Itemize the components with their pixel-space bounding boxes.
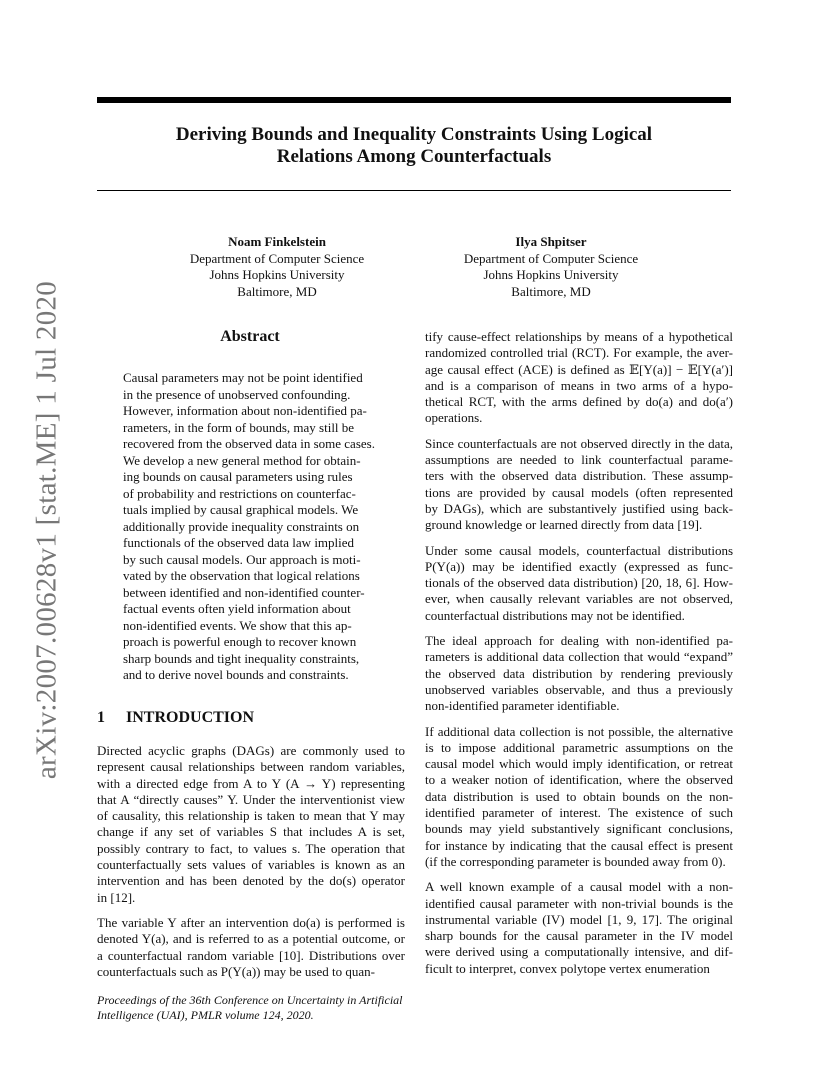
abstract-line: We develop a new general method for obtain- <box>123 452 361 468</box>
abstract-line: by such causal models. Our approach is moti- <box>123 551 361 567</box>
text-line: counterfactual distributions may not be identified. <box>425 607 685 623</box>
arxiv-stamp[interactable]: arXiv:2007.00628v1 [stat.ME] 1 Jul 2020 <box>30 280 63 780</box>
text-line: intervention and has been denoted by the do(s) operator <box>97 873 405 889</box>
abstract-line: between identified and non-identified counter- <box>123 584 365 600</box>
text-line: data distribution is used to obtain bounds on the non- <box>425 788 733 804</box>
text-line: The variable Y after an intervention do(a) is performed is <box>97 914 405 930</box>
text-line: operations. <box>425 410 483 426</box>
text-line: assumptions are needed to link counterfactual parame- <box>425 452 733 468</box>
text-line: P(Y(a)) may be identified exactly (expressed as func- <box>425 558 733 574</box>
text-line: were derived using a computationally intensive, and dif- <box>425 944 733 960</box>
author-dept: Department of Computer Science <box>463 250 639 266</box>
paragraph <box>425 329 733 427</box>
text-line: counterfactuals such as P(Y(a)) may be used to quan- <box>97 963 375 979</box>
abstract-line: vated by the observation that logical relations <box>123 568 360 583</box>
text-line: age causal effect (ACE) is defined as 𝔼[Y(a)] − 𝔼[Y(a′)] <box>425 361 733 377</box>
text-line: unobserved variables observable, and thus a previously <box>425 681 733 697</box>
paragraph <box>97 743 405 906</box>
text-line: A well known example of a causal model with a non- <box>425 879 733 895</box>
text-line: counterfactually sets values of variables is known as an <box>97 857 405 873</box>
author-city: Baltimore, MD <box>511 283 591 299</box>
text-line: If additional data collection is not possible, the alternative <box>425 723 733 739</box>
text-line: instrumental variable (IV) model [1, 9, 17]. The original <box>425 911 733 927</box>
left-column-text <box>97 743 405 989</box>
text-line: a counterfactual random variable [10]. Distributions over <box>97 947 405 963</box>
footnote-line-2: Intelligence (UAI), PMLR volume 124, 2020. <box>97 1008 314 1022</box>
abstract-line: additionally provide inequality constraints on <box>123 518 360 534</box>
text-line: ters with the observed data distribution. These assump- <box>425 468 733 484</box>
paragraph <box>425 436 733 534</box>
text-line: bounds may yield substantively significant conclusions, <box>425 821 733 837</box>
text-line: randomized controlled trial (RCT). For example, the aver- <box>425 345 733 361</box>
text-line: represent causal relationships between random variables, <box>97 759 405 775</box>
text-line: identified parameter of interest. The existence of such <box>425 805 733 821</box>
abstract-line: proach is powerful enough to recover known <box>123 634 357 649</box>
section-number: 1 <box>97 709 105 726</box>
author-dept: Department of Computer Science <box>189 250 365 266</box>
title-line-2: Relations Among Counterfactuals <box>276 146 552 167</box>
text-line: Directed acyclic graphs (DAGs) are commonly used to <box>97 743 405 758</box>
abstract-line: non-identified events. We show that this ap- <box>123 617 352 633</box>
paragraph <box>425 543 733 624</box>
section-title: INTRODUCTION <box>126 709 255 726</box>
abstract-line: in the presence of unobserved confounding. <box>123 386 351 402</box>
abstract-line: tuals implied by causal graphical models. We <box>123 502 359 517</box>
text-line: that A “directly causes” Y. Under the interventionist view <box>97 791 405 807</box>
abstract-line: recovered from the observed data in some cases. <box>123 436 375 451</box>
text-line: causal model which would imply identification, or retreat <box>425 756 733 772</box>
text-line: Since counterfactuals are not observed directly in the data, <box>425 435 733 451</box>
text-line: tify cause-effect relationships by means of a hypothetical <box>425 329 733 344</box>
text-line: ground knowledge or learned directly from data [19]. <box>425 517 703 533</box>
text-line: thetical RCT, with the arms defined by do(a) and do(a′) <box>425 394 733 410</box>
text-line: ficult to interpret, convex polytope vertex enumeration <box>425 960 710 976</box>
author-univ: Johns Hopkins University <box>209 267 345 282</box>
abstract-line: functionals of the observed data law implied <box>123 535 355 550</box>
text-line: sharp bounds for the causal parameter in the IV model <box>425 928 733 944</box>
paragraph <box>425 633 733 714</box>
text-line: possibly contrary to fact, to values s. The operation that <box>97 840 405 856</box>
author-city: Baltimore, MD <box>237 283 317 299</box>
text-line: denoted Y(a), and is referred to as a potential outcome, or <box>97 931 405 947</box>
abstract-body <box>123 370 378 684</box>
text-line: tionals of the observed data distribution) [20, 18, 6]. How- <box>425 575 733 591</box>
paragraph <box>425 879 733 977</box>
text-line: in [12]. <box>97 889 136 905</box>
abstract-line: Causal parameters may not be point identified <box>123 370 363 385</box>
text-line: The ideal approach for dealing with non-identified pa- <box>425 633 733 649</box>
author-block-1 <box>147 234 407 300</box>
text-line: by DAGs), which are substantively justified using back- <box>425 500 733 516</box>
author-name: Ilya Shpitser <box>515 234 587 249</box>
author-block-2 <box>421 234 681 300</box>
text-line: the observed data distribution by rendering previously <box>425 665 733 681</box>
text-line: to a weaker notion of identification, where the observed <box>425 772 733 788</box>
text-line: tions are provided by causal models (often represented <box>425 484 733 500</box>
text-line: is to impose additional parametric assumptions on the <box>425 739 733 755</box>
paragraph <box>97 915 405 980</box>
abstract-line: ing bounds on causal parameters using rules <box>123 469 353 484</box>
text-line: change if any set of variables S that includes A is set, <box>97 824 405 840</box>
abstract-line: and to derive novel bounds and constraints. <box>123 667 349 682</box>
text-line: rameters is additional data collection that would “expand” <box>425 649 733 665</box>
paper-title <box>97 124 731 168</box>
text-line: with a directed edge from A to Y (A → Y) representing <box>97 775 405 791</box>
title-line-1: Deriving Bounds and Inequality Constraints Using Logical <box>175 124 653 145</box>
abstract-line: rameters, in the form of bounds, may still be <box>123 419 355 435</box>
text-line: (if the corresponding parameter is bounded away from 0). <box>425 853 726 869</box>
text-line: of causality, this relationship is taken to mean that Y may <box>97 808 405 824</box>
author-univ: Johns Hopkins University <box>483 267 619 282</box>
text-line: for instance by indicating that the causal effect is present <box>425 837 733 853</box>
title-rule <box>97 190 731 191</box>
text-line: non-identified parameter identifiable. <box>425 698 620 714</box>
text-line: identified causal parameter with non-trivial bounds is the <box>425 895 733 911</box>
abstract-line: sharp bounds and tight inequality constraints, <box>123 650 360 666</box>
paragraph <box>425 724 733 871</box>
author-name: Noam Finkelstein <box>228 234 326 249</box>
text-line: Under some causal models, counterfactual distributions <box>425 542 733 558</box>
right-column-text <box>425 329 733 986</box>
proceedings-footnote <box>97 993 417 1023</box>
abstract-line: of probability and restrictions on counterfac- <box>123 485 356 501</box>
abstract-heading: Abstract <box>220 328 280 345</box>
top-rule <box>97 97 731 103</box>
footnote-line-1: Proceedings of the 36th Conference on Uncertainty in Artificial <box>97 993 403 1007</box>
section-heading <box>97 709 254 727</box>
abstract-line: factual events often yield information about <box>123 601 351 616</box>
abstract-line: However, information about non-identified pa- <box>123 403 367 418</box>
text-line: and is a comparison of means in two arms of a hypo- <box>425 377 733 393</box>
text-line: ever, when causally relevant variables are not observed, <box>425 591 733 607</box>
